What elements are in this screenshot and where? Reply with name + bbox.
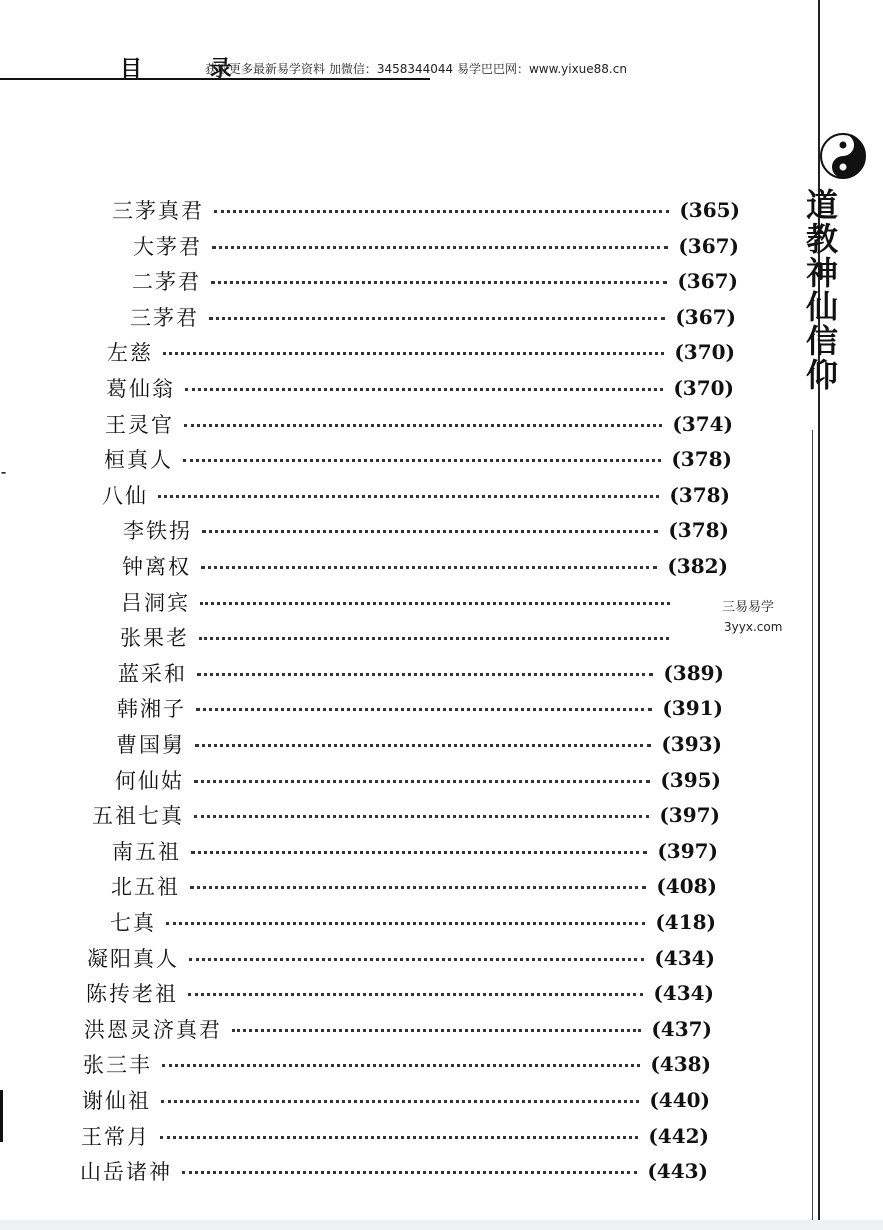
toc-entry-title: 三茅君	[130, 305, 199, 330]
toc-entry	[120, 619, 726, 654]
toc-entry-page: (378)	[671, 446, 732, 471]
toc-entry-title: 五祖七真	[92, 803, 184, 828]
watermark-text: 获取更多最新易学资料 加微信：3458344044 易学巴巴网：www.yixue88.cn	[205, 62, 627, 76]
toc-entry-page: (397)	[659, 802, 720, 827]
toc-entry-page: (395)	[660, 767, 721, 792]
toc-entry-title: 七真	[110, 910, 156, 935]
toc-dot-leader	[209, 317, 665, 320]
toc-entry-title: 洪恩灵济真君	[84, 1017, 222, 1042]
toc-entry-title: 凝阳真人	[87, 946, 179, 971]
toc-entry-page: (434)	[654, 945, 715, 970]
toc-dot-leader	[185, 388, 663, 391]
toc-entry-title: 吕洞宾	[121, 590, 190, 615]
toc-entry-page: (434)	[653, 980, 714, 1005]
toc-dot-leader	[232, 1029, 641, 1032]
toc-dot-leader	[196, 708, 652, 711]
toc-entry-page: (391)	[662, 695, 723, 720]
toc-dot-leader	[212, 246, 668, 249]
toc-dot-leader	[191, 851, 647, 854]
toc-dot-leader	[158, 495, 659, 498]
toc-dot-leader	[197, 673, 653, 676]
toc-entry-title: 三茅真君	[112, 198, 204, 223]
toc-entry-title: 山岳诸神	[80, 1159, 172, 1184]
toc-entry	[121, 584, 727, 619]
toc-dot-leader	[201, 566, 657, 569]
toc-entry-title: 曹国舅	[116, 732, 185, 757]
toc-entry-title: 陈抟老祖	[86, 981, 178, 1006]
toc-entry-title: 葛仙翁	[106, 376, 175, 401]
toc-entry	[130, 299, 736, 334]
toc-entry	[123, 512, 729, 547]
toc-entry	[107, 334, 735, 369]
toc-entry	[117, 690, 723, 725]
watermark-stamp	[670, 590, 810, 646]
toc-entry-title: 左慈	[107, 340, 153, 365]
toc-dot-leader	[166, 922, 645, 925]
toc-entry	[115, 762, 721, 797]
toc-entry-title: 北五祖	[111, 874, 180, 899]
toc-entry-title: 八仙	[102, 483, 148, 508]
toc-entry-title: 桓真人	[104, 447, 173, 472]
toc-dot-leader	[202, 530, 658, 533]
toc-dot-leader	[211, 281, 667, 284]
toc-entry-title: 韩湘子	[117, 696, 186, 721]
toc-dot-leader	[200, 602, 717, 605]
toc-entry	[122, 548, 728, 583]
toc-entry-page: (367)	[677, 268, 738, 293]
toc-entry-page: (378)	[669, 482, 730, 507]
toc-entry	[112, 192, 740, 227]
toc-entry	[116, 726, 722, 761]
toc-entry	[111, 868, 717, 903]
toc-entry	[133, 228, 739, 263]
toc-entry	[81, 1118, 709, 1153]
toc-entry-page: (367)	[678, 233, 739, 258]
toc-entry-page: (443)	[647, 1158, 708, 1183]
toc-dot-leader	[184, 424, 662, 427]
toc-entry	[80, 1153, 708, 1188]
toc-dot-leader	[182, 1171, 637, 1174]
side-rule	[818, 0, 820, 1222]
toc-entry-page: (393)	[661, 731, 722, 756]
toc-entry-title: 何仙姑	[115, 768, 184, 793]
yin-yang-icon	[819, 132, 867, 180]
toc-entry	[84, 1011, 712, 1046]
side-line	[812, 430, 813, 1230]
toc-entry	[132, 263, 738, 298]
toc-dot-leader	[183, 459, 661, 462]
toc-entry-page: (374)	[672, 411, 733, 436]
toc-entry	[118, 655, 724, 690]
toc-entry-title: 李铁拐	[123, 518, 192, 543]
toc-entry-page: (365)	[679, 197, 740, 222]
toc-dot-leader	[194, 780, 650, 783]
toc-entry-page: (382)	[667, 553, 728, 578]
toc-entry-title: 钟离权	[122, 554, 191, 579]
toc-dot-leader	[162, 1064, 640, 1067]
stamp-text-cn: 三易易学	[722, 600, 775, 615]
page-bottom-band	[0, 1220, 883, 1230]
toc-entry-page: (397)	[657, 838, 718, 863]
toc-entry-page: (440)	[649, 1087, 710, 1112]
toc-dot-leader	[190, 886, 646, 889]
toc-entry	[92, 797, 720, 832]
toc-entry-page: (389)	[663, 660, 724, 685]
toc-dot-leader	[188, 993, 643, 996]
toc-entry-title: 王常月	[81, 1124, 150, 1149]
toc-entry	[86, 975, 714, 1010]
toc-entry-page: (438)	[650, 1051, 711, 1076]
header-rule	[0, 78, 430, 80]
toc-entry-page: (370)	[674, 339, 735, 364]
toc-entry	[102, 477, 730, 512]
toc-dot-leader	[199, 637, 716, 640]
toc-entry	[105, 406, 733, 441]
book-title-vertical: 道教神仙信仰	[801, 188, 839, 392]
toc-dot-leader	[189, 958, 644, 961]
toc-dot-leader	[161, 1100, 639, 1103]
toc-entry	[110, 904, 716, 939]
toc-entry	[87, 940, 715, 975]
toc-entry-page: (418)	[655, 909, 716, 934]
toc-entry-page: (378)	[668, 517, 729, 542]
toc-entry-title: 王灵官	[105, 412, 174, 437]
toc-entry	[83, 1046, 711, 1081]
toc-entry-page: (442)	[648, 1123, 709, 1148]
toc-entry	[106, 370, 734, 405]
toc-entry-page: (408)	[656, 873, 717, 898]
page-title: 目 录	[120, 57, 262, 82]
toc-dot-leader	[194, 815, 649, 818]
toc-entry-title: 张果老	[120, 625, 189, 650]
stamp-text-url: 3yyx.com	[724, 620, 783, 634]
toc-dot-leader	[195, 744, 651, 747]
toc-entry	[104, 441, 732, 476]
toc-entry	[112, 833, 718, 868]
toc-dot-leader	[163, 352, 664, 355]
toc-entry-page: (367)	[675, 304, 736, 329]
toc-entry-title: 谢仙祖	[82, 1088, 151, 1113]
margin-mark: ⁃	[0, 466, 7, 482]
toc-entry-title: 张三丰	[83, 1052, 152, 1077]
toc-dot-leader	[160, 1136, 638, 1139]
margin-bar	[0, 1090, 3, 1142]
toc-entry	[82, 1082, 710, 1117]
toc-entry-page: (437)	[651, 1016, 712, 1041]
toc-entry-title: 南五祖	[112, 839, 181, 864]
toc-entry-title: 二茅君	[132, 269, 201, 294]
toc-entry-title: 蓝采和	[118, 661, 187, 686]
toc-entry-title: 大茅君	[133, 234, 202, 259]
toc-dot-leader	[214, 210, 669, 213]
toc-entry-page: (370)	[673, 375, 734, 400]
